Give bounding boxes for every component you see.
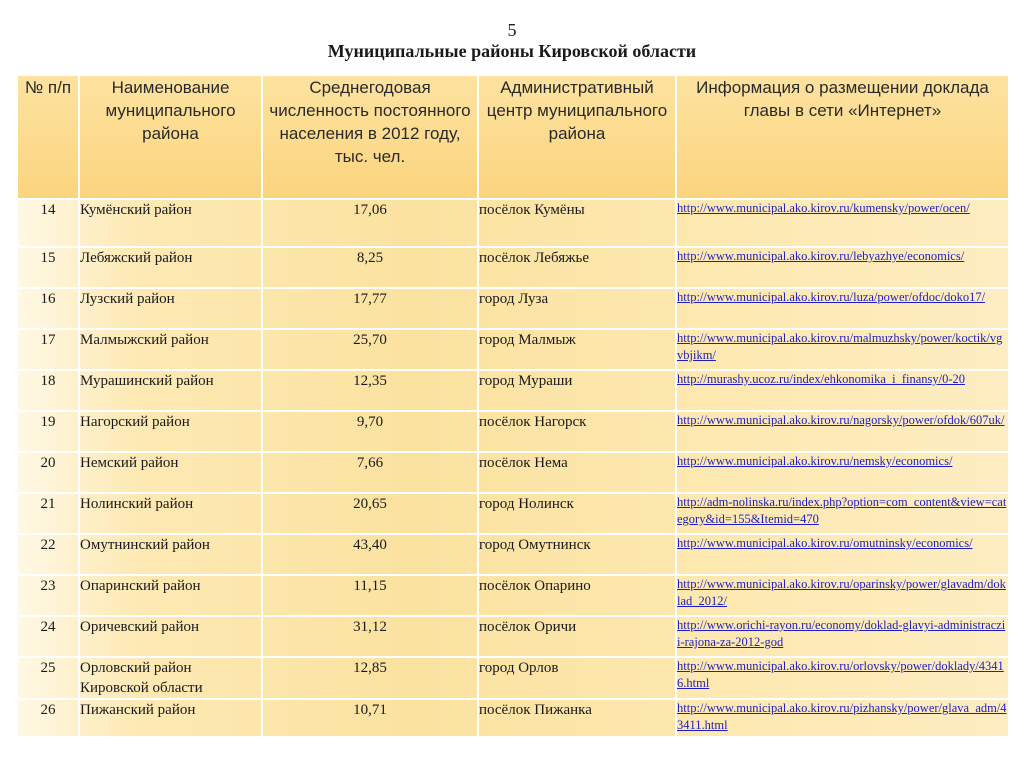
cell-population: 12,85 xyxy=(262,657,478,699)
report-link[interactable]: http://www.municipal.ako.kirov.ru/omutninsky/economics/ xyxy=(677,536,973,550)
cell-district-name: Малмыжский район xyxy=(79,329,262,370)
header-internet-info: Информация о размещении доклада главы в сети «Интернет» xyxy=(676,75,1009,199)
report-link[interactable]: http://www.municipal.ako.kirov.ru/lebyazhye/economics/ xyxy=(677,249,965,263)
cell-num: 14 xyxy=(17,199,79,247)
cell-report-link xyxy=(676,699,1009,737)
table-row xyxy=(17,534,1009,575)
report-link[interactable]: http://adm-nolinska.ru/index.php?option=com_content&view=category&id=155&Itemid=470 xyxy=(677,495,1007,526)
page-number: 5 xyxy=(507,20,517,40)
table-row xyxy=(17,199,1009,247)
table-row xyxy=(17,329,1009,370)
cell-district-name: Орловский район Кировской области xyxy=(79,657,262,699)
cell-admin-center: город Орлов xyxy=(478,657,676,699)
cell-admin-center: посёлок Оричи xyxy=(478,616,676,657)
table-row xyxy=(17,575,1009,616)
report-link[interactable]: http://www.municipal.ako.kirov.ru/nagorsky/power/ofdok/607uk/ xyxy=(677,413,1005,427)
cell-num: 25 xyxy=(17,657,79,699)
cell-district-name: Нолинский район xyxy=(79,493,262,534)
cell-population: 9,70 xyxy=(262,411,478,452)
report-link[interactable]: http://www.municipal.ako.kirov.ru/oparinsky/power/glavadm/doklad_2012/ xyxy=(677,577,1006,608)
cell-report-link xyxy=(676,370,1009,411)
cell-report-link xyxy=(676,575,1009,616)
cell-population: 12,35 xyxy=(262,370,478,411)
report-link[interactable]: http://www.orichi-rayon.ru/economy/doklad-glavyi-administraczii-rajona-za-2012-god xyxy=(677,618,1006,649)
table-row xyxy=(17,699,1009,737)
header-district-name: Наименование муниципального района xyxy=(79,75,262,199)
cell-district-name: Пижанский район xyxy=(79,699,262,737)
report-link[interactable]: http://www.municipal.ako.kirov.ru/kumensky/power/ocen/ xyxy=(677,201,970,215)
cell-admin-center: город Мураши xyxy=(478,370,676,411)
cell-report-link xyxy=(676,247,1009,288)
table-row xyxy=(17,288,1009,329)
cell-admin-center: посёлок Кумёны xyxy=(478,199,676,247)
cell-admin-center: посёлок Нагорск xyxy=(478,411,676,452)
cell-population: 43,40 xyxy=(262,534,478,575)
cell-admin-center: посёлок Нема xyxy=(478,452,676,493)
cell-num: 23 xyxy=(17,575,79,616)
cell-district-name: Омутнинский район xyxy=(79,534,262,575)
cell-population: 7,66 xyxy=(262,452,478,493)
cell-admin-center: город Омутнинск xyxy=(478,534,676,575)
cell-num: 19 xyxy=(17,411,79,452)
report-link[interactable]: http://www.municipal.ako.kirov.ru/luza/power/ofdoc/doko17/ xyxy=(677,290,986,304)
report-link[interactable]: http://www.municipal.ako.kirov.ru/orlovsky/power/doklady/43416.html xyxy=(677,659,1004,690)
cell-admin-center: посёлок Пижанка xyxy=(478,699,676,737)
cell-num: 17 xyxy=(17,329,79,370)
table-row xyxy=(17,370,1009,411)
cell-population: 11,15 xyxy=(262,575,478,616)
table-row xyxy=(17,657,1009,699)
cell-num: 18 xyxy=(17,370,79,411)
header-num: № п/п xyxy=(17,75,79,199)
header-population: Среднегодовая численность постоянного населения в 2012 году, тыс. чел. xyxy=(262,75,478,199)
cell-num: 22 xyxy=(17,534,79,575)
cell-report-link xyxy=(676,657,1009,699)
cell-admin-center: посёлок Лебяжье xyxy=(478,247,676,288)
table-row xyxy=(17,493,1009,534)
cell-num: 24 xyxy=(17,616,79,657)
header-row xyxy=(17,75,1009,199)
table-body xyxy=(17,199,1009,737)
report-link[interactable]: http://murashy.ucoz.ru/index/ehkonomika_i_finansy/0-20 xyxy=(677,372,966,386)
cell-num: 20 xyxy=(17,452,79,493)
cell-district-name: Нагорский район xyxy=(79,411,262,452)
cell-report-link xyxy=(676,288,1009,329)
cell-district-name: Опаринский район xyxy=(79,575,262,616)
cell-num: 16 xyxy=(17,288,79,329)
table-header xyxy=(17,75,1009,199)
cell-district-name: Оричевский район xyxy=(79,616,262,657)
cell-district-name: Немский район xyxy=(79,452,262,493)
cell-report-link xyxy=(676,329,1009,370)
cell-num: 21 xyxy=(17,493,79,534)
cell-population: 20,65 xyxy=(262,493,478,534)
cell-admin-center: город Нолинск xyxy=(478,493,676,534)
cell-report-link xyxy=(676,199,1009,247)
cell-num: 15 xyxy=(17,247,79,288)
table-row xyxy=(17,616,1009,657)
cell-num: 26 xyxy=(17,699,79,737)
cell-admin-center: посёлок Опарино xyxy=(478,575,676,616)
table-row xyxy=(17,247,1009,288)
cell-population: 17,77 xyxy=(262,288,478,329)
report-link[interactable]: http://www.municipal.ako.kirov.ru/malmuzhsky/power/koctik/vgvbjikm/ xyxy=(677,331,1003,362)
cell-report-link xyxy=(676,452,1009,493)
cell-district-name: Лебяжский район xyxy=(79,247,262,288)
cell-district-name: Мурашинский район xyxy=(79,370,262,411)
cell-district-name: Лузский район xyxy=(79,288,262,329)
report-link[interactable]: http://www.municipal.ako.kirov.ru/pizhansky/power/glava_adm/43411.html xyxy=(677,701,1007,732)
cell-admin-center: город Луза xyxy=(478,288,676,329)
cell-population: 10,71 xyxy=(262,699,478,737)
page-title: Муниципальные районы Кировской области xyxy=(327,41,697,61)
header-admin-center: Административный центр муниципального района xyxy=(478,75,676,199)
cell-population: 31,12 xyxy=(262,616,478,657)
table-row xyxy=(17,411,1009,452)
districts-table xyxy=(16,74,1010,738)
cell-report-link xyxy=(676,493,1009,534)
cell-admin-center: город Малмыж xyxy=(478,329,676,370)
cell-population: 8,25 xyxy=(262,247,478,288)
cell-report-link xyxy=(676,411,1009,452)
table-row xyxy=(17,452,1009,493)
cell-report-link xyxy=(676,534,1009,575)
cell-population: 25,70 xyxy=(262,329,478,370)
cell-district-name: Кумёнский район xyxy=(79,199,262,247)
cell-population: 17,06 xyxy=(262,199,478,247)
cell-report-link xyxy=(676,616,1009,657)
report-link[interactable]: http://www.municipal.ako.kirov.ru/nemsky/economics/ xyxy=(677,454,953,468)
